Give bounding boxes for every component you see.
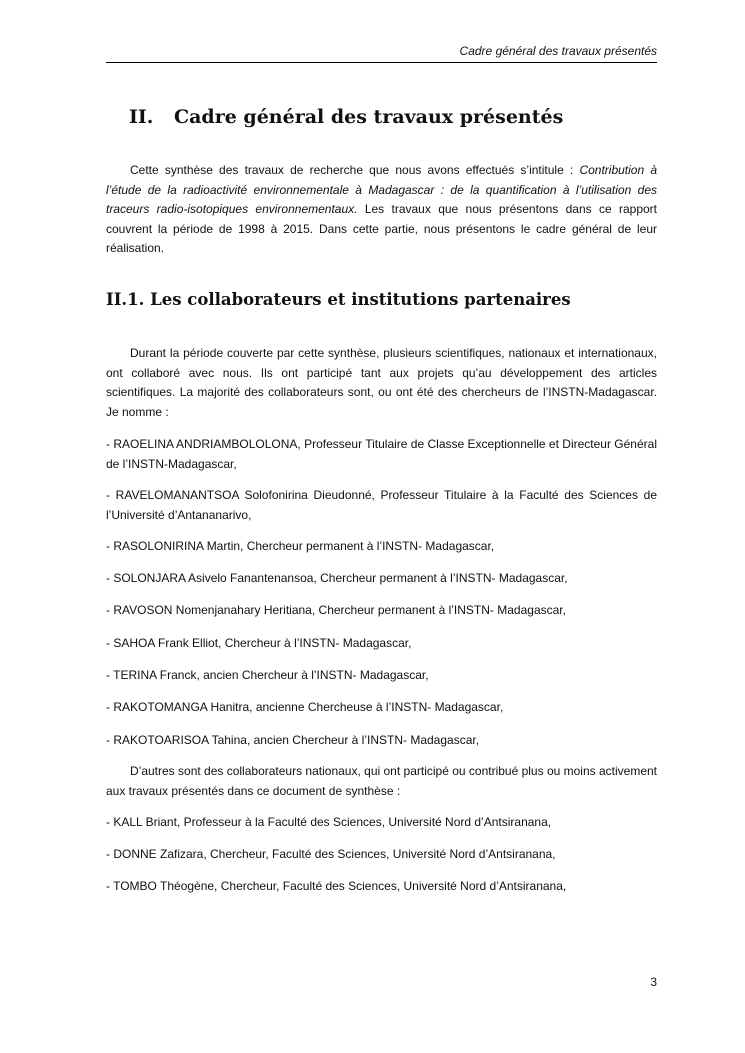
- subsection-heading: II.1. Les collaborateurs et institutions partenaires: [106, 290, 571, 309]
- list-item: - RAVELOMANANTSOA Solofonirina Dieudonné, Professeur Titulaire à la Faculté des Sciences de l’Université d’Antananarivo,: [106, 488, 657, 522]
- intro-text-before: Cette synthèse des travaux de recherche que nous avons effectués s’intitule :: [130, 163, 580, 177]
- list-item: - RAKOTOMANGA Hanitra, ancienne Chercheuse à l’INSTN- Madagascar,: [106, 700, 504, 714]
- list-item: - SOLONJARA Asivelo Fanantenansoa, Chercheur permanent à l’INSTN- Madagascar,: [106, 571, 568, 585]
- intro-paragraph: [106, 161, 657, 259]
- list-item: - KALL Briant, Professeur à la Faculté des Sciences, Université Nord d’Antsiranana,: [106, 815, 552, 829]
- intro-text-after: Les travaux que nous présentons dans ce rapport couvrent la période de 1998 à 2015. Dans cette partie, nous présentons le cadre général de leur réalisation.: [106, 202, 658, 255]
- running-header: Cadre général des travaux présentés: [459, 44, 657, 58]
- section-number: II.: [129, 106, 154, 128]
- list-item: - TERINA Franck, ancien Chercheur à l’INSTN- Madagascar,: [106, 668, 429, 682]
- list-item: - DONNE Zafizara, Chercheur, Faculté des Sciences, Université Nord d’Antsiranana,: [106, 847, 556, 861]
- list-item: - RAKOTOARISOA Tahina, ancien Chercheur à l’INSTN- Madagascar,: [106, 733, 480, 747]
- list-item: - TOMBO Théogène, Chercheur, Faculté des Sciences, Université Nord d’Antsiranana,: [106, 879, 567, 893]
- list-item: - RASOLONIRINA Martin, Chercheur permanent à l’INSTN- Madagascar,: [106, 539, 495, 553]
- thesis-title: Contribution à l’étude de la radioactivité environnementale à Madagascar : de la quantification à l’utilisation des traceurs radio-isotopiques environnementaux.: [106, 163, 658, 216]
- collaborators-intro-paragraph: Durant la période couverte par cette synthèse, plusieurs scientifiques, nationaux et internationaux, ont collaboré avec nous. Ils ont participé tant aux projets qu’au développement des articles scientifiques. La majorité des collaborateurs sont, ou ont été des chercheurs de l’INSTN-Madagascar. Je nomme :: [106, 346, 657, 419]
- list-item: - SAHOA Frank Elliot, Chercheur à l’INSTN- Madagascar,: [106, 636, 412, 650]
- list-item: - RAVOSON Nomenjanahary Heritiana, Chercheur permanent à l’INSTN- Madagascar,: [106, 603, 566, 617]
- list-item: - RAOELINA ANDRIAMBOLOLONA, Professeur Titulaire de Classe Exceptionnelle et Directeur Général de l’INSTN-Madagascar,: [106, 437, 657, 471]
- page-number: 3: [650, 975, 657, 989]
- header-rule: [106, 62, 657, 63]
- national-collaborators-paragraph: D’autres sont des collaborateurs nationaux, qui ont participé ou contribué plus ou moins activement aux travaux présentés dans ce document de synthèse :: [106, 764, 657, 798]
- section-title: Cadre général des travaux présentés: [174, 106, 564, 128]
